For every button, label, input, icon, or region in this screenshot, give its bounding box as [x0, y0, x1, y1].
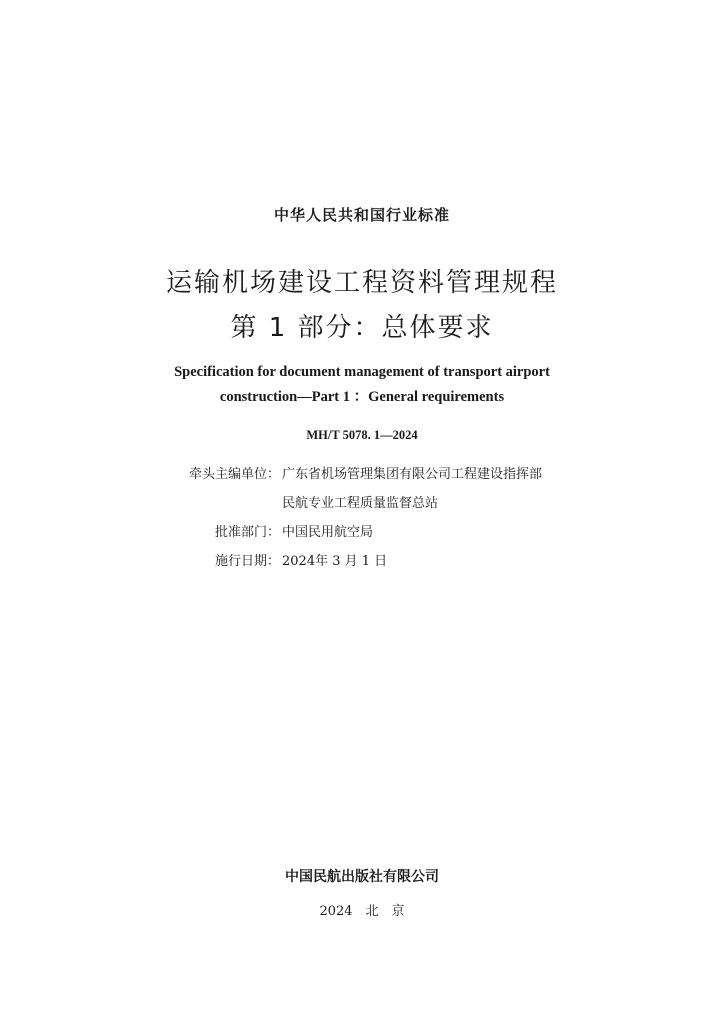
- effective-date-value: 2024年 3 月 1 日: [282, 554, 388, 569]
- standard-series-title: 中华人民共和国行业标准: [273, 206, 450, 224]
- lead-unit-value: 广东省机场管理集团有限公司工程建设指挥部: [282, 467, 543, 482]
- standard-number: MH/T 5078. 1—2024: [306, 428, 418, 442]
- approval-value: 中国民用航空局: [282, 525, 374, 540]
- publisher-name: 中国民航出版社有限公司: [285, 869, 439, 885]
- co-unit-value: 民航专业工程质量监督总站: [282, 496, 439, 511]
- document-title-line-2: 第 1 部分：总体要求: [230, 313, 494, 343]
- effective-date-label: 施行日期：: [214, 554, 280, 569]
- publication-year-place: 2024 北 京: [319, 904, 405, 919]
- english-title-line-1: Specification for document management of transport airport: [174, 364, 550, 380]
- document-title-line-1: 运输机场建设工程资料管理规程: [165, 268, 558, 298]
- lead-unit-label: 牵头主编单位：: [188, 467, 280, 482]
- approval-label: 批准部门：: [214, 525, 280, 540]
- english-title-line-2: construction—Part 1 ：General requirements: [219, 389, 505, 405]
